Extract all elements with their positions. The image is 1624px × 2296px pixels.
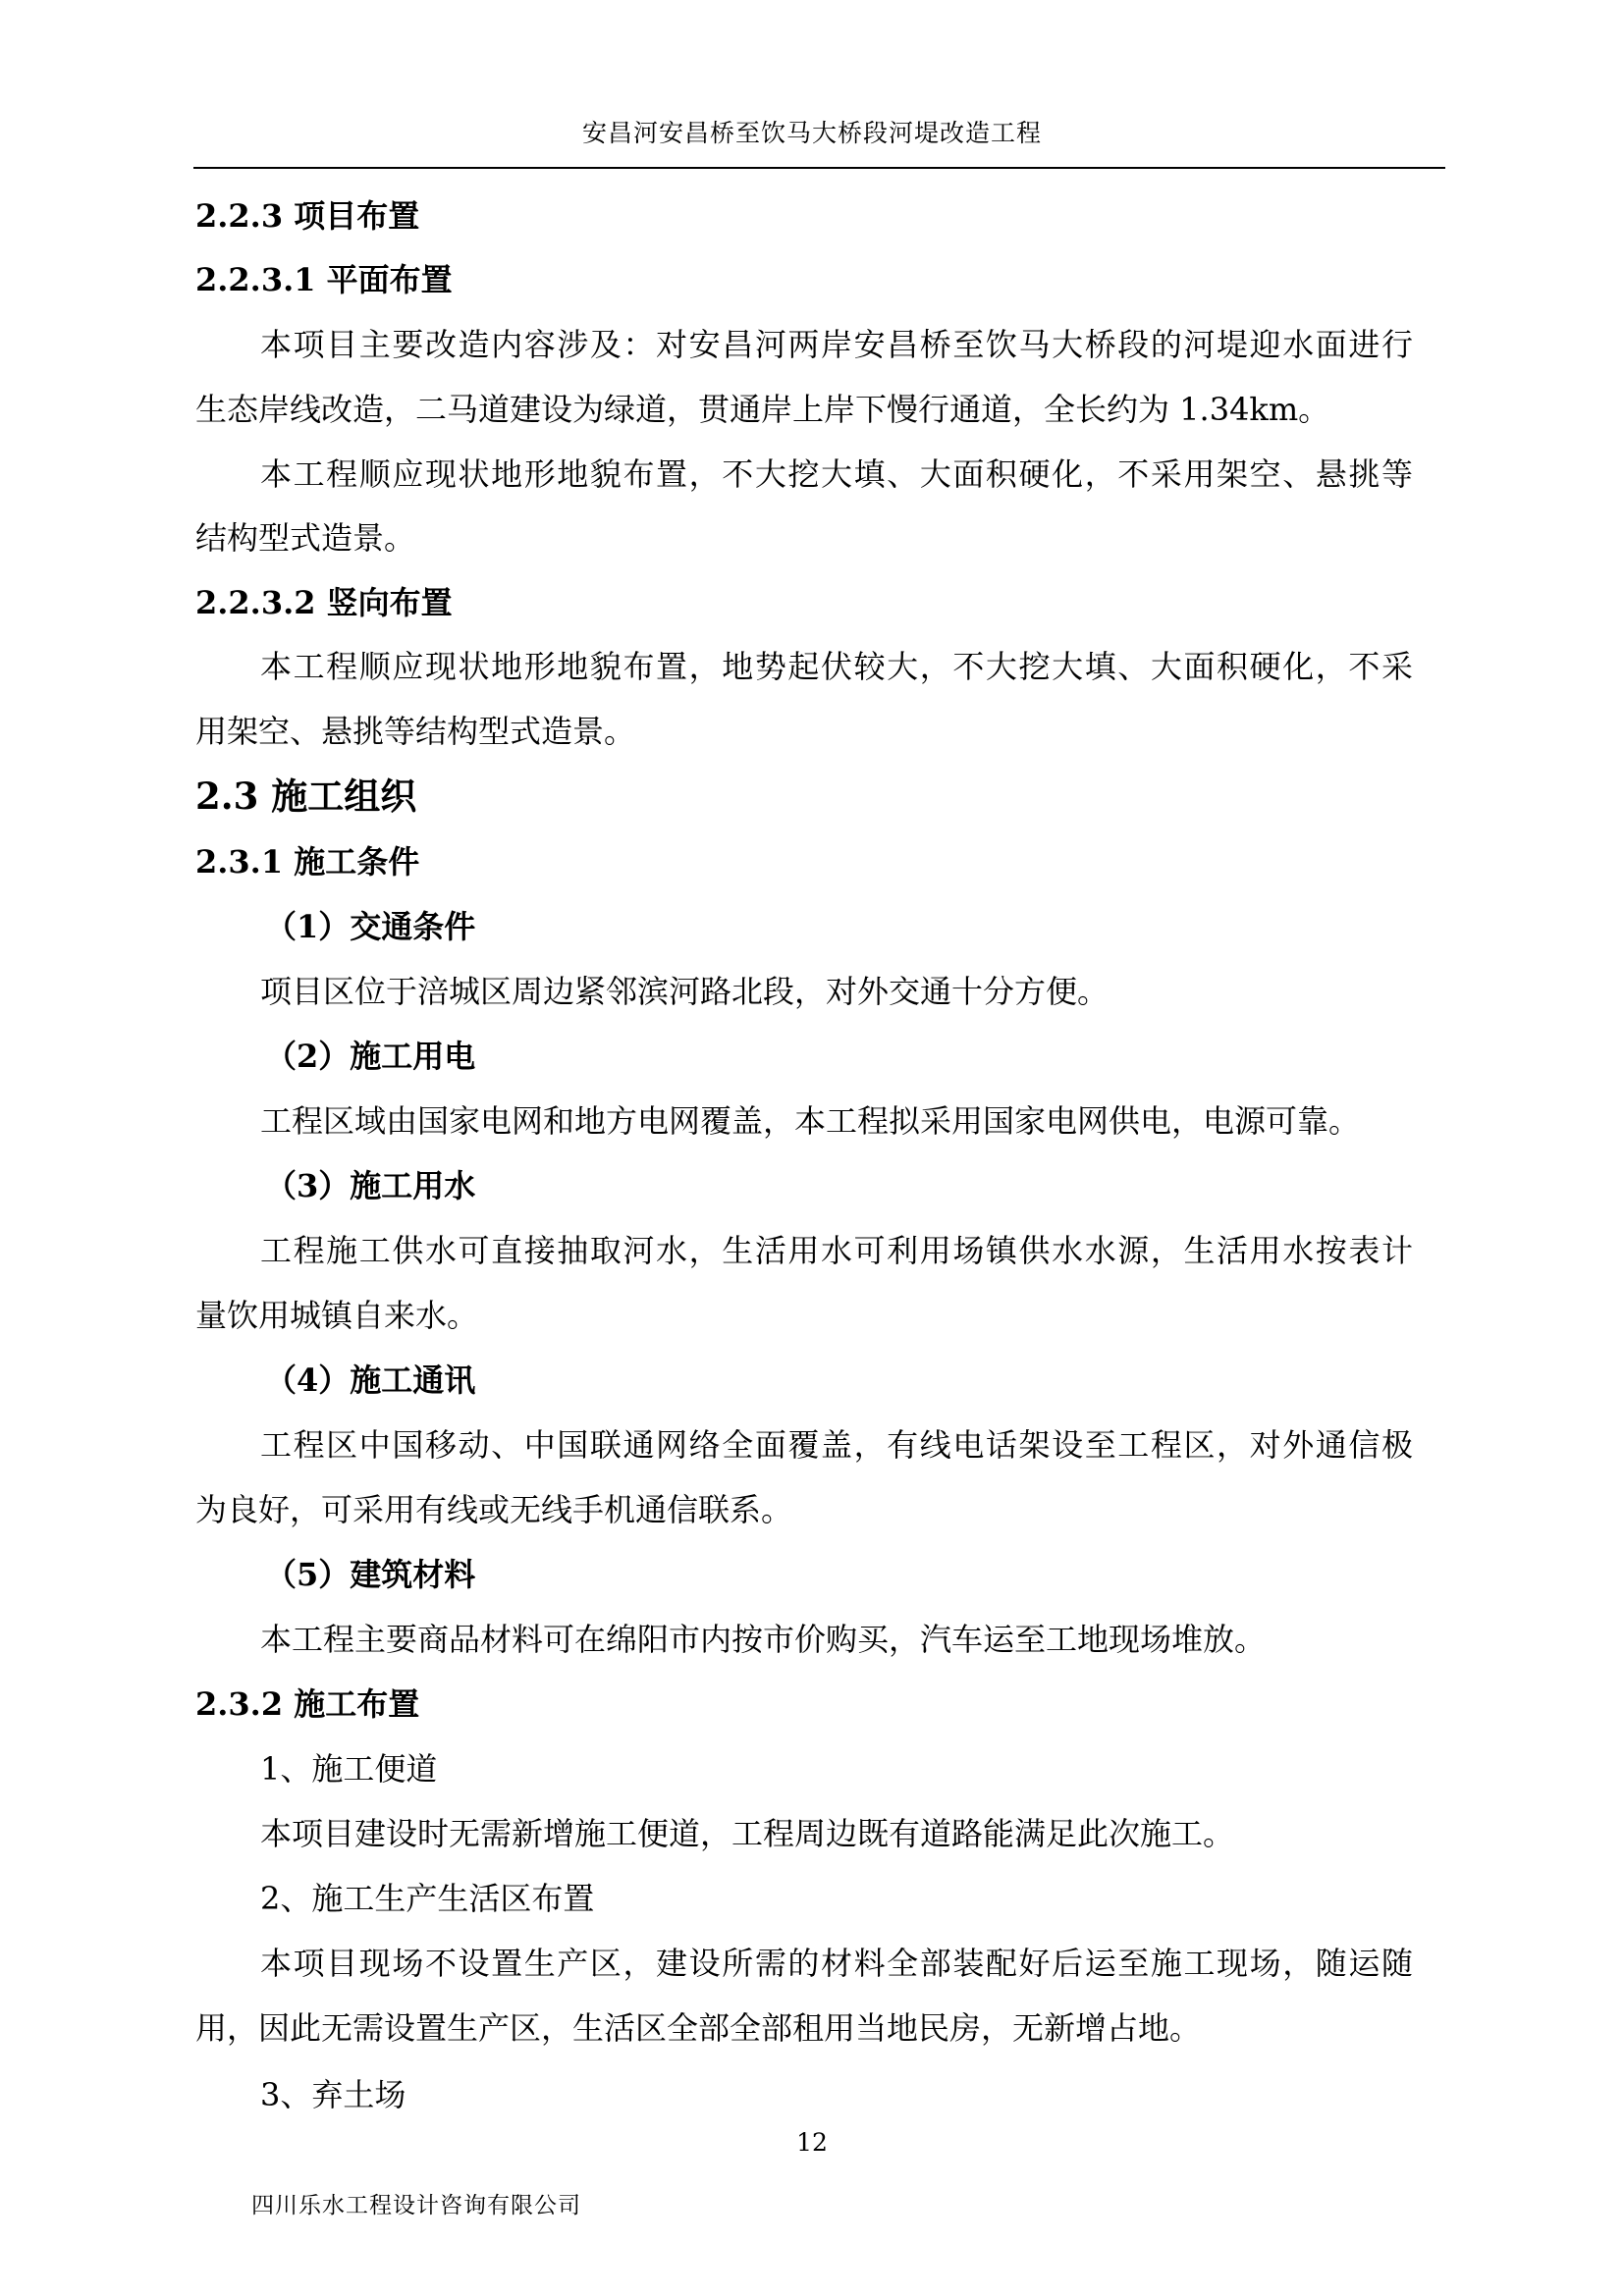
paragraph-line: 用架空、悬挑等结构型式造景。	[195, 713, 636, 750]
paragraph-line: 本工程顺应现状地形地貌布置，地势起伏较大，不大挖大填、大面积硬化，不采	[260, 648, 1413, 685]
section-heading-2-2-3-1: 2.2.3.1 平面布置	[195, 261, 453, 298]
subsection-title: （3）施工用水	[265, 1167, 476, 1204]
paragraph-line: 结构型式造景。	[195, 519, 416, 557]
paragraph-line: 本项目建设时无需新增施工便道，工程周边既有道路能满足此次施工。	[260, 1815, 1235, 1852]
paragraph-line: 本项目主要改造内容涉及：对安昌河两岸安昌桥至饮马大桥段的河堤迎水面进行	[260, 326, 1413, 363]
footer-organization: 四川乐水工程设计咨询有限公司	[251, 2193, 581, 2218]
list-item-title: 3、弃土场	[260, 2076, 406, 2113]
section-heading-2-2-3-2: 2.2.3.2 竖向布置	[195, 584, 453, 621]
subsection-title: （1）交通条件	[265, 908, 476, 945]
paragraph-line: 量饮用城镇自来水。	[195, 1297, 479, 1334]
paragraph-line: 工程区域由国家电网和地方电网覆盖，本工程拟采用国家电网供电，电源可靠。	[260, 1102, 1361, 1140]
header-divider	[193, 167, 1445, 169]
paragraph-line: 工程区中国移动、中国联通网络全面覆盖，有线电话架设至工程区，对外通信极	[260, 1426, 1413, 1464]
paragraph-line: 项目区位于涪城区周边紧邻滨河路北段，对外交通十分方便。	[260, 973, 1110, 1010]
list-item-title: 1、施工便道	[260, 1750, 438, 1788]
paragraph-line: 本项目现场不设置生产区，建设所需的材料全部装配好后运至施工现场，随运随	[260, 1945, 1413, 1982]
list-item-title: 2、施工生产生活区布置	[260, 1880, 595, 1917]
subsection-title: （2）施工用电	[265, 1038, 476, 1075]
subsection-title: （4）施工通讯	[265, 1362, 476, 1399]
paragraph-line: 用，因此无需设置生产区，生活区全部全部租用当地民房，无新增占地。	[195, 2009, 1202, 2047]
subsection-title: （5）建筑材料	[265, 1556, 476, 1593]
section-heading-2-3-1: 2.3.1 施工条件	[195, 843, 420, 881]
page-number: 12	[796, 2128, 828, 2157]
section-heading-2-2-3: 2.2.3 项目布置	[195, 197, 420, 235]
paragraph-line: 为良好，可采用有线或无线手机通信联系。	[195, 1491, 793, 1528]
section-heading-2-3-2: 2.3.2 施工布置	[195, 1685, 420, 1723]
paragraph-line: 工程施工供水可直接抽取河水，生活用水可利用场镇供水水源，生活用水按表计	[260, 1232, 1413, 1269]
paragraph-line: 本工程主要商品材料可在绵阳市内按市价购买，汽车运至工地现场堆放。	[260, 1621, 1267, 1658]
running-header-title: 安昌河安昌桥至饮马大桥段河堤改造工程	[581, 119, 1042, 147]
paragraph-line: 生态岸线改造，二马道建设为绿道，贯通岸上岸下慢行通道，全长约为 1.34km。	[195, 391, 1330, 428]
section-heading-2-3: 2.3 施工组织	[195, 774, 417, 818]
paragraph-line: 本工程顺应现状地形地貌布置，不大挖大填、大面积硬化，不采用架空、悬挑等	[260, 455, 1413, 493]
